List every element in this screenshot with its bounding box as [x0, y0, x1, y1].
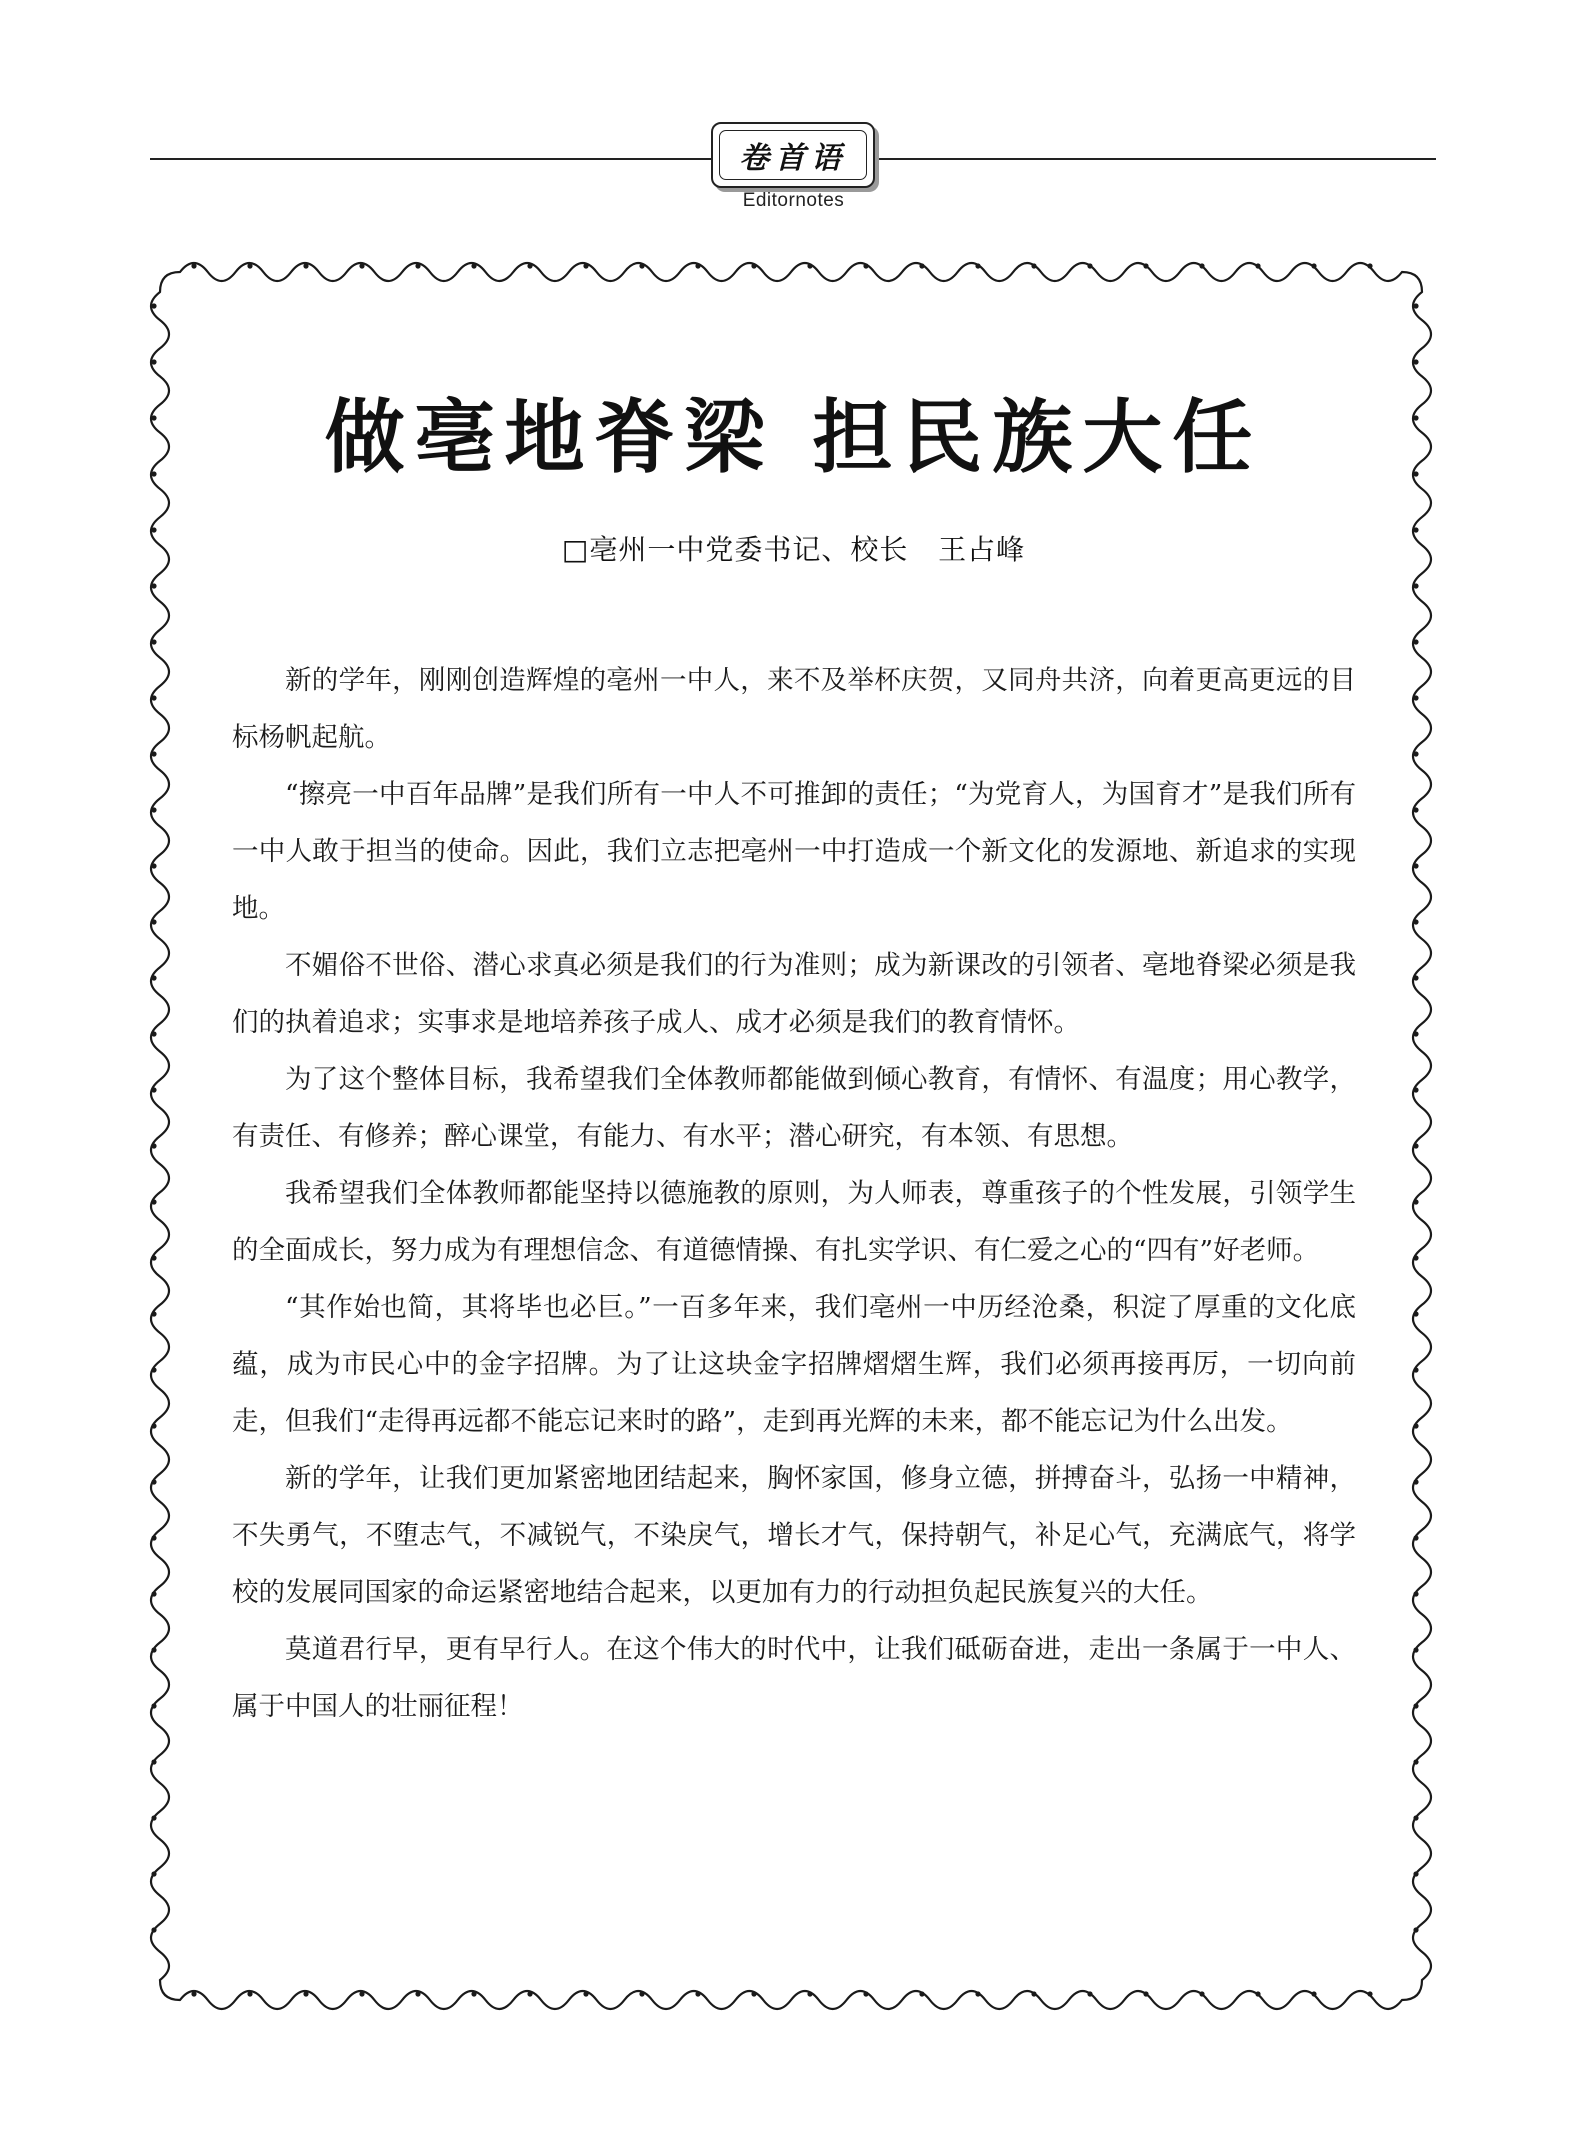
border-curl-dot — [527, 263, 532, 268]
border-curl-dot — [1413, 695, 1418, 700]
border-curl-dot — [1413, 863, 1418, 868]
border-curl-dot — [863, 263, 868, 268]
border-curl-dot — [191, 263, 196, 268]
border-curl-dot — [1413, 1367, 1418, 1372]
border-curl-dot — [1413, 1591, 1418, 1596]
border-curl-dot — [151, 1535, 156, 1540]
border-curl-dot — [583, 1991, 588, 1996]
border-curl-dot — [471, 1991, 476, 1996]
border-curl-dot — [1413, 975, 1418, 980]
border-curl-dot — [695, 263, 700, 268]
paragraph: “其作始也简，其将毕也必巨。”一百多年来，我们亳州一中历经沧桑，积淀了厚重的文化底蕴，成为市民心中的金字招牌。为了让这块金字招牌熠熠生辉，我们必须再接再厉，一切向前走，但我们“走得再远都不能忘记来时的路”，走到再光辉的未来，都不能忘记为什么出发。 — [232, 1292, 1356, 1437]
border-curl-dot — [1199, 1991, 1204, 1996]
border-curl-dot — [1413, 1423, 1418, 1428]
border-curl-dot — [1087, 263, 1092, 268]
border-curl-dot — [151, 639, 156, 644]
border-curl-dot — [1367, 263, 1372, 268]
article-body — [232, 652, 1356, 1735]
border-curl-dot — [527, 1991, 532, 1996]
border-curl-dot — [807, 1991, 812, 1996]
border-curl-dot — [807, 263, 812, 268]
border-curl-dot — [151, 1479, 156, 1484]
border-curl-dot — [1255, 1991, 1260, 1996]
paragraph: 新的学年，刚刚创造辉煌的亳州一中人，来不及举杯庆贺，又同舟共济，向着更高更远的目标杨帆起航。 — [232, 665, 1356, 753]
border-curl-dot — [1413, 919, 1418, 924]
border-curl-dot — [151, 1423, 156, 1428]
section-subtitle: Editornotes — [742, 190, 845, 211]
section-badge-label: 卷首语 — [719, 130, 867, 180]
border-curl-dot — [151, 919, 156, 924]
border-curl-dot — [919, 263, 924, 268]
border-curl-dot — [303, 263, 308, 268]
border-curl-dot — [151, 583, 156, 588]
border-curl-dot — [151, 1927, 156, 1932]
paragraph: 我希望我们全体教师都能坚持以德施教的原则，为人师表，尊重孩子的个性发展，引领学生的全面成长，努力成为有理想信念、有道德情操、有扎实学识、有仁爱之心的“四有”好老师。 — [232, 1178, 1356, 1266]
border-curl-dot — [151, 1591, 156, 1596]
border-curl-dot — [1367, 1991, 1372, 1996]
border-curl-dot — [151, 1703, 156, 1708]
border-curl-dot — [1413, 1815, 1418, 1820]
border-curl-dot — [1413, 1479, 1418, 1484]
border-curl-dot — [1413, 1535, 1418, 1540]
paragraph: 莫道君行早，更有早行人。在这个伟大的时代中，让我们砥砺奋进，走出一条属于一中人、属于中国人的壮丽征程！ — [232, 1634, 1356, 1722]
border-curl-dot — [151, 695, 156, 700]
border-curl-dot — [1413, 1759, 1418, 1764]
border-curl-dot — [583, 263, 588, 268]
border-curl-dot — [1413, 1255, 1418, 1260]
border-curl-dot — [151, 359, 156, 364]
border-curl-dot — [359, 263, 364, 268]
border-curl-dot — [1087, 1991, 1092, 1996]
border-curl-dot — [1255, 263, 1260, 268]
border-curl-dot — [639, 263, 644, 268]
border-curl-dot — [1413, 1199, 1418, 1204]
border-curl-dot — [919, 1991, 924, 1996]
border-curl-dot — [151, 1087, 156, 1092]
border-curl-dot — [1413, 1927, 1418, 1932]
border-curl-dot — [415, 263, 420, 268]
border-curl-dot — [151, 1143, 156, 1148]
border-curl-dot — [151, 1199, 156, 1204]
border-curl-dot — [1413, 303, 1418, 308]
border-curl-dot — [151, 1255, 156, 1260]
border-curl-dot — [639, 1991, 644, 1996]
border-curl-dot — [751, 263, 756, 268]
border-curl-dot — [1413, 807, 1418, 812]
border-curl-dot — [247, 1991, 252, 1996]
border-curl-dot — [151, 863, 156, 868]
border-curl-dot — [1031, 263, 1036, 268]
border-curl-dot — [1143, 1991, 1148, 1996]
article-byline: □亳州一中党委书记、校长 王占峰 — [561, 533, 1026, 566]
border-curl-dot — [151, 1311, 156, 1316]
border-curl-dot — [1143, 263, 1148, 268]
border-curl-dot — [151, 807, 156, 812]
article-title: 做亳地脊梁 担民族大任 — [324, 390, 1263, 484]
border-curl-dot — [151, 1367, 156, 1372]
border-curl-dot — [415, 1991, 420, 1996]
border-curl-dot — [1413, 751, 1418, 756]
border-curl-dot — [359, 1991, 364, 1996]
border-curl-dot — [751, 1991, 756, 1996]
border-curl-dot — [151, 751, 156, 756]
border-curl-dot — [695, 1991, 700, 1996]
border-curl-dot — [863, 1991, 868, 1996]
border-curl-dot — [151, 303, 156, 308]
border-curl-dot — [1413, 1087, 1418, 1092]
border-curl-dot — [151, 1759, 156, 1764]
border-curl-dot — [151, 1815, 156, 1820]
paragraph: 不媚俗不世俗、潜心求真必须是我们的行为准则；成为新课改的引领者、亳地脊梁必须是我们的执着追求；实事求是地培养孩子成人、成才必须是我们的教育情怀。 — [232, 950, 1356, 1038]
border-curl-dot — [1413, 1647, 1418, 1652]
border-curl-dot — [151, 1031, 156, 1036]
border-curl-dot — [151, 1871, 156, 1876]
border-curl-dot — [1199, 263, 1204, 268]
border-curl-dot — [1031, 1991, 1036, 1996]
border-curl-dot — [1413, 359, 1418, 364]
border-curl-dot — [151, 1647, 156, 1652]
border-curl-dot — [1413, 1311, 1418, 1316]
section-badge — [711, 122, 875, 188]
border-curl-dot — [1413, 1143, 1418, 1148]
border-curl-dot — [975, 1991, 980, 1996]
border-curl-dot — [191, 1991, 196, 1996]
border-curl-dot — [247, 263, 252, 268]
border-curl-dot — [303, 1991, 308, 1996]
border-curl-dot — [151, 975, 156, 980]
border-curl-dot — [1311, 263, 1316, 268]
border-curl-dot — [471, 263, 476, 268]
border-curl-dot — [1311, 1991, 1316, 1996]
border-curl-dot — [1413, 639, 1418, 644]
border-curl-dot — [1413, 1871, 1418, 1876]
paragraph: 为了这个整体目标，我希望我们全体教师都能做到倾心教育，有情怀、有温度；用心教学，有责任、有修养；醉心课堂，有能力、有水平；潜心研究，有本领、有思想。 — [232, 1064, 1356, 1152]
paragraph: “擦亮一中百年品牌”是我们所有一中人不可推卸的责任；“为党育人，为国育才”是我们所有一中人敢于担当的使命。因此，我们立志把亳州一中打造成一个新文化的发源地、新追求的实现地。 — [232, 779, 1356, 924]
border-curl-dot — [1413, 1031, 1418, 1036]
border-curl-dot — [1413, 1703, 1418, 1708]
border-curl-dot — [975, 263, 980, 268]
paragraph: 新的学年，让我们更加紧密地团结起来，胸怀家国，修身立德，拼搏奋斗，弘扬一中精神，不失勇气，不堕志气，不减锐气，不染戾气，增长才气，保持朝气，补足心气，充满底气，将学校的发展同国家的命运紧密地结合起来，以更加有力的行动担负起民族复兴的大任。 — [232, 1463, 1356, 1608]
border-curl-dot — [1413, 583, 1418, 588]
